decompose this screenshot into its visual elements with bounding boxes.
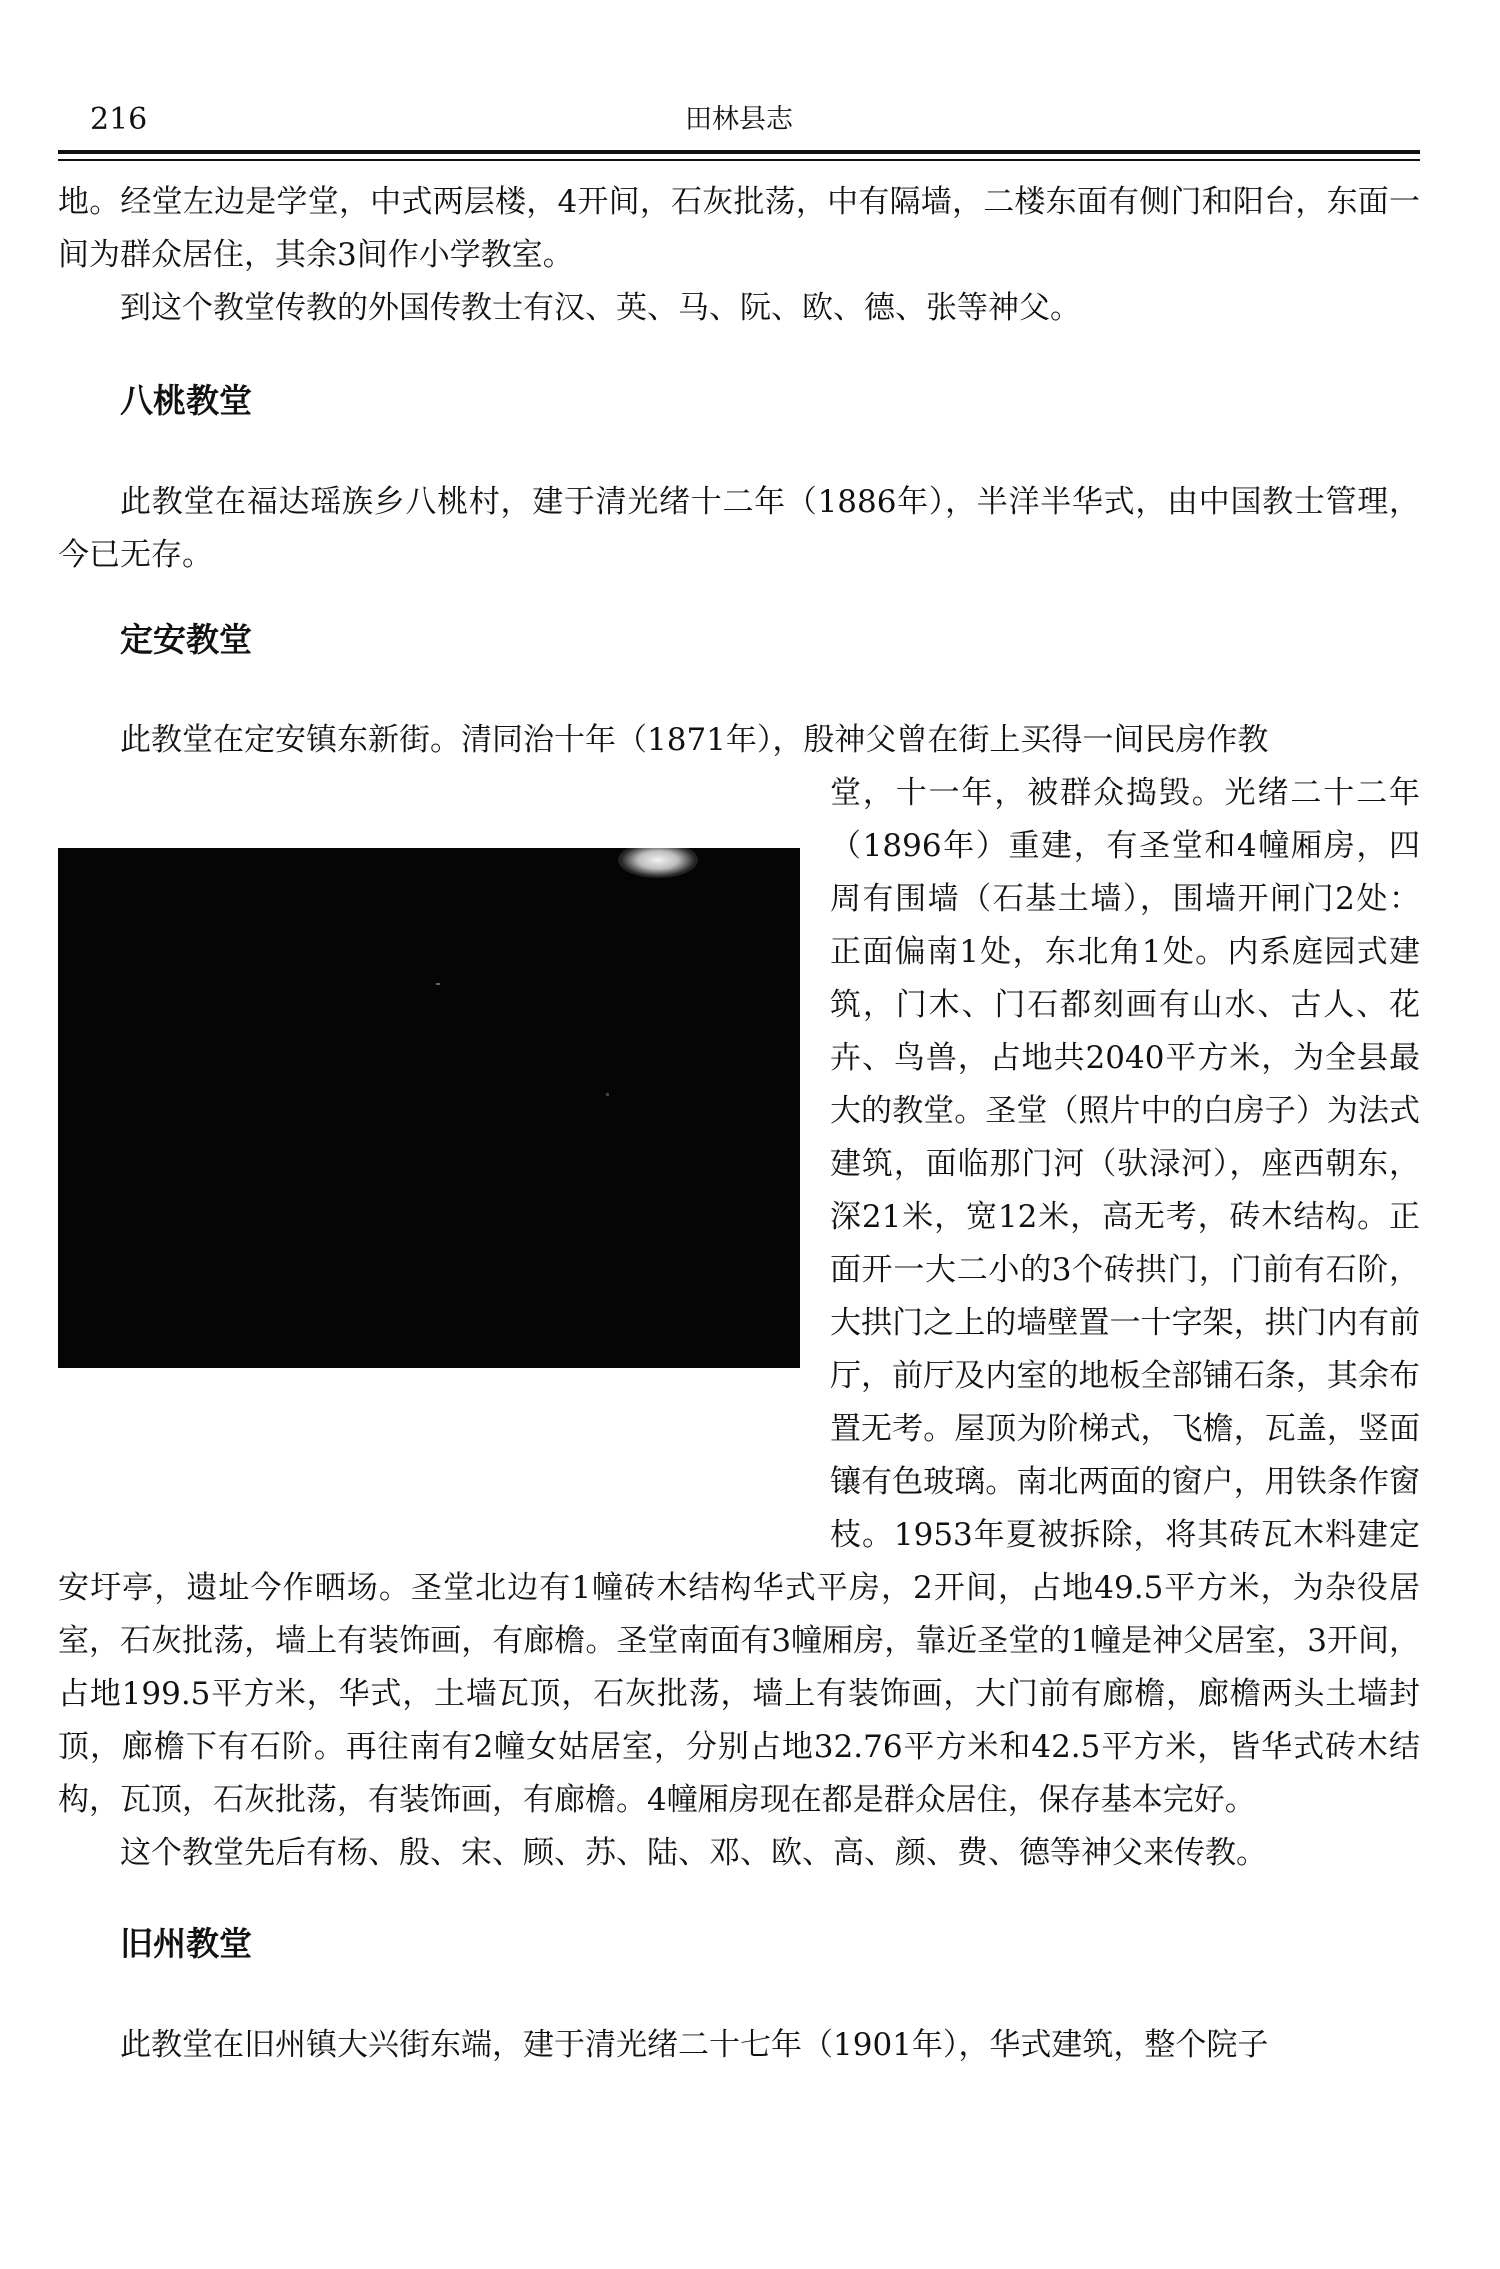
paragraph-dingan-priests: 这个教堂先后有杨、殷、宋、顾、苏、陆、邓、欧、高、颜、费、德等神父来传教。 <box>120 1835 1267 1871</box>
page-body <box>58 176 1420 2072</box>
paragraph-missionaries: 到这个教堂传教的外国传教士有汉、英、马、阮、欧、德、张等神父。 <box>120 290 1081 326</box>
paragraph-batao: 此教堂在福达瑶族乡八桃村，建于清光绪十二年（1886年），半洋半华式，由中国教士管理，今已无存。 <box>58 484 1420 573</box>
header-rule-thin <box>58 159 1420 161</box>
heading-dingan-church: 定安教堂 <box>120 620 252 659</box>
paragraph-dingan-body: 堂，十一年，被群众捣毁。光绪二十二年（1896年）重建，有圣堂和4幢厢房，四周有围墙（石基土墙），围墙开闸门2处：正面偏南1处，东北角1处。内系庭园式建筑，门木、门石都刻画有山水、古人、花卉、鸟兽，占地共2040平方米，为全县最大的教堂。圣堂（照片中的白房子）为法式建筑，面临那门河（驮渌河），座西朝东，深21米，宽12米，高无考，砖木结构。正面开一大二小的3个砖拱门，门前有石阶，大拱门之上的墙壁置一十字架，拱门内有前厅，前厅及内室的地板全部铺石条，其余布置无考。屋顶为阶梯式，飞檐，瓦盖，竖面镶有色玻璃。南北两面的窗户，用铁条作窗枝。1953年夏被拆除，将其砖瓦木料建定安圩亭，遗址今作晒场。圣堂北边有1幢砖木结构华式平房，2开间，占地49.5平方米，为杂役居室，石灰批荡，墙上有装饰画，有廊檐。圣堂南面有3幢厢房，靠近圣堂的1幢是神父居室，3开间，占地199.5平方米，华式，土墙瓦顶，石灰批荡，墙上有装饰画，大门前有廊檐，廊檐两头土墙封顶，廊檐下有石阶。再往南有2幢女姑居室，分别占地32.76平方米和42.5平方米，皆华式砖木结构，瓦顶，石灰批荡，有装饰画，有廊檐。4幢厢房现在都是群众居住，保存基本完好。 <box>58 775 1420 1818</box>
photo-highlight <box>618 848 698 878</box>
paragraph-dingan-intro: 此教堂在定安镇东新街。清同治十年（1871年），殷神父曾在街上买得一间民房作教 <box>120 722 1269 758</box>
heading-jiuzhou-church: 旧州教堂 <box>120 1924 252 1963</box>
photo-block <box>58 767 800 1550</box>
church-photo <box>58 848 800 1368</box>
page-header <box>58 100 1420 140</box>
photo-speck <box>606 1093 609 1096</box>
page-number: 216 <box>90 102 148 137</box>
heading-batao-church: 八桃教堂 <box>120 381 252 420</box>
photo-speck <box>436 983 440 985</box>
paragraph-continued: 地。经堂左边是学堂，中式两层楼，4开间，石灰批荡，中有隔墙，二楼东面有侧门和阳台，东面一间为群众居住，其余3间作小学教室。 <box>58 184 1420 273</box>
running-title: 田林县志 <box>685 104 793 135</box>
paragraph-jiuzhou: 此教堂在旧州镇大兴街东端，建于清光绪二十七年（1901年），华式建筑，整个院子 <box>120 2027 1269 2063</box>
header-rule-thick <box>58 150 1420 154</box>
